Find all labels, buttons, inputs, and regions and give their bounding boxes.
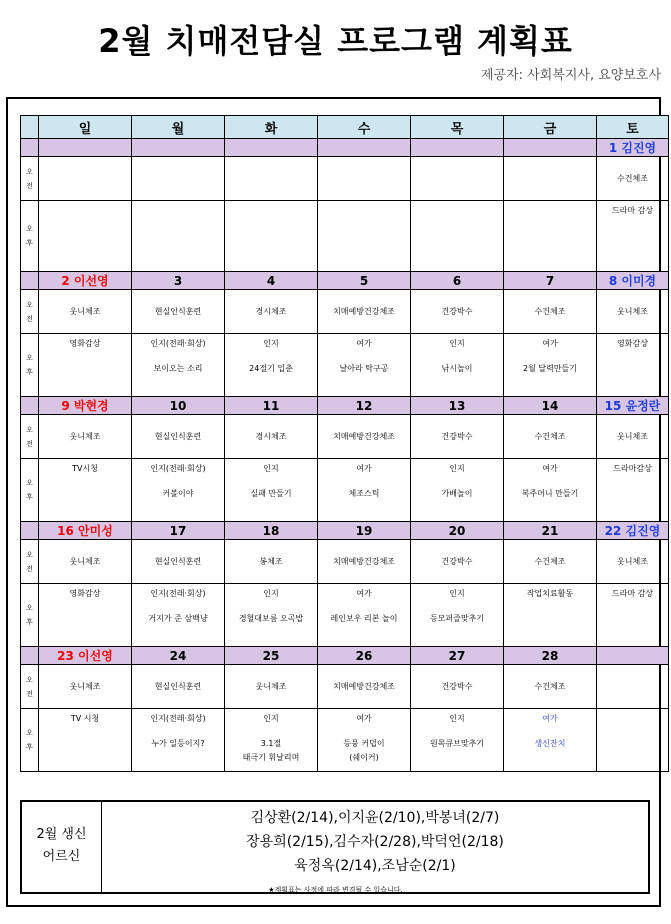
pm-activity (225, 201, 318, 272)
pm-activity (318, 459, 411, 522)
am-label-char: 오 (26, 675, 33, 684)
date-label: 26 (355, 648, 373, 663)
pm-activity-line: 영화감상 (617, 339, 648, 348)
pm-activity-line: 드라마감상 (613, 464, 652, 473)
pm-activity (318, 584, 411, 647)
am-activity: 수건체조 (504, 665, 597, 709)
pm-activity-line: 인지 (263, 589, 279, 598)
pm-activity (597, 709, 669, 772)
page-title: 2월 치매전담실 프로그램 계획표 (98, 22, 573, 60)
am-activity: 웃니체조 (39, 540, 132, 584)
am-label-char: 전 (26, 564, 33, 573)
header-day: 토 (597, 116, 669, 139)
am-activity: 현실인식훈련 (132, 290, 225, 334)
date-cell (318, 139, 411, 157)
pm-activity-line: (쉐이커) (349, 753, 379, 762)
am-activity: 현실인식훈련 (132, 665, 225, 709)
pm-activity (504, 459, 597, 522)
pm-activity-line: 원목큐브맞추기 (429, 739, 485, 748)
pm-activity-line: 체조스틱 (348, 489, 380, 498)
pm-activity-line: 커볼이야 (162, 489, 194, 498)
pm-activity (39, 459, 132, 522)
am-label-char: 전 (26, 181, 33, 190)
pm-activity-line: 인지(전래·회상) (150, 589, 206, 598)
birthday-names (102, 802, 648, 878)
date-row-label (21, 139, 39, 157)
pm-activity (39, 709, 132, 772)
pm-activity (411, 709, 504, 772)
date-label: 23 이선영 (57, 649, 113, 663)
header-day: 금 (504, 116, 597, 139)
pm-activity (504, 334, 597, 397)
date-cell (132, 647, 225, 665)
pm-activity (225, 709, 318, 772)
date-label: 5 (359, 273, 369, 288)
pm-label-char: 오 (26, 479, 33, 487)
date-cell (504, 397, 597, 415)
birthday-box (20, 800, 650, 894)
date-cell (411, 647, 504, 665)
date-label: 22 김진영 (604, 524, 661, 538)
pm-activity (132, 709, 225, 772)
pm-row (21, 459, 669, 522)
am-label (21, 540, 39, 584)
pm-activity (318, 201, 411, 272)
date-cell (504, 647, 597, 665)
date-cell (132, 522, 225, 540)
date-label: 27 (448, 648, 466, 663)
date-label: 14 (541, 398, 559, 413)
am-activity: 수건체조 (504, 290, 597, 334)
pm-activity-line: 누가 일등이지? (151, 739, 205, 748)
pm-label-char: 후 (26, 368, 33, 376)
birthday-label-line: 2월 생신 (36, 827, 87, 842)
am-activity: 건강박수 (411, 540, 504, 584)
schedule-table (20, 115, 669, 772)
date-cell (504, 272, 597, 290)
pm-activity-line: 인지(전래·회상) (150, 714, 206, 723)
date-cell (411, 139, 504, 157)
pm-row (21, 334, 669, 397)
pm-activity (504, 709, 597, 772)
am-label (21, 665, 39, 709)
pm-activity-line: 여가 (356, 714, 372, 723)
am-row (21, 290, 669, 334)
pm-activity (597, 201, 669, 272)
date-label: 20 (448, 523, 466, 538)
pm-activity (132, 584, 225, 647)
header-corner (21, 116, 39, 139)
pm-activity (411, 334, 504, 397)
am-activity: 웃니체조 (39, 290, 132, 334)
pm-activity (132, 459, 225, 522)
date-cell (225, 522, 318, 540)
pm-activity-line: 실패 만들기 (250, 489, 292, 498)
pm-activity-line: 레인보우 리본 놀이 (330, 614, 398, 623)
am-activity: 웃니체조 (597, 540, 669, 584)
pm-activity-line: 인지(전래·회상) (150, 339, 206, 348)
pm-activity-line: 영화감상 (69, 339, 101, 348)
pm-activity-line: 인지 (449, 714, 465, 723)
am-activity: 현실인식훈련 (132, 540, 225, 584)
date-cell (225, 272, 318, 290)
provider-text: 제공자: 사회복지사, 요양보호사 (480, 68, 661, 83)
date-label: 3 (173, 273, 183, 288)
footnote: ★계획표는 사정에 따라 변경될 수 있습니다. (268, 886, 403, 894)
birthday-names-line: 육정옥(2/14),조남순(2/1) (294, 858, 456, 874)
pm-activity (597, 584, 669, 647)
date-label: 11 (262, 398, 280, 413)
date-label: 10 (169, 398, 187, 413)
am-activity: 웃니체조 (39, 415, 132, 459)
am-activity: 치매예방건강체조 (318, 290, 411, 334)
am-activity (39, 157, 132, 201)
pm-activity (597, 459, 669, 522)
date-label: 15 윤정란 (604, 399, 661, 413)
pm-activity (318, 709, 411, 772)
pm-activity (411, 459, 504, 522)
pm-activity-line: 가배놀이 (441, 489, 473, 498)
date-cell (132, 397, 225, 415)
date-cell (39, 522, 132, 540)
date-cell (504, 139, 597, 157)
pm-activity-line: 인지(전래·회상) (150, 464, 206, 473)
date-cell (597, 647, 669, 665)
date-cell (411, 397, 504, 415)
header-day: 목 (411, 116, 504, 139)
am-activity (318, 157, 411, 201)
date-cell (225, 647, 318, 665)
date-label: 8 이미경 (608, 274, 657, 288)
pm-activity-line: 여가 (542, 339, 558, 348)
date-row-label (21, 522, 39, 540)
am-activity: 웃니체조 (39, 665, 132, 709)
birthday-label-line: 어르신 (42, 849, 81, 864)
date-label: 18 (262, 523, 280, 538)
pm-activity-line: 여가 (542, 464, 558, 473)
pm-label-char: 오 (26, 729, 33, 737)
date-label: 16 안미성 (57, 524, 113, 538)
am-row (21, 157, 669, 201)
am-activity: 경시체조 (225, 415, 318, 459)
birthday-names-line: 장용희(2/15),김수자(2/28),박덕언(2/18) (246, 834, 504, 850)
pm-activity (39, 201, 132, 272)
date-cell (39, 647, 132, 665)
pm-activity (39, 584, 132, 647)
am-label (21, 290, 39, 334)
pm-activity (411, 201, 504, 272)
am-activity: 웃니체조 (597, 415, 669, 459)
pm-label-char: 오 (26, 354, 33, 362)
date-cell (597, 139, 669, 157)
pm-label (21, 584, 39, 647)
birthday-label (22, 802, 102, 892)
am-label-char: 오 (26, 550, 33, 559)
pm-label (21, 709, 39, 772)
pm-row (21, 584, 669, 647)
date-label: 19 (355, 523, 373, 538)
pm-activity-line: 2월 달력만들기 (522, 364, 577, 373)
pm-activity (504, 201, 597, 272)
pm-label-char: 오 (26, 604, 33, 612)
header-day: 화 (225, 116, 318, 139)
pm-row (21, 201, 669, 272)
am-activity: 치매예방건강체조 (318, 665, 411, 709)
date-cell (39, 397, 132, 415)
pm-activity-line: 작업치료활동 (526, 589, 574, 598)
date-label: 13 (448, 398, 466, 413)
pm-activity-line: 3.1절 (260, 739, 282, 748)
pm-activity-line: 낚시놀이 (441, 364, 473, 373)
date-cell (411, 522, 504, 540)
pm-activity-line: 여가 (356, 589, 372, 598)
pm-label-char: 후 (26, 239, 33, 247)
am-activity (411, 157, 504, 201)
am-activity: 봉체조 (225, 540, 318, 584)
pm-activity-line: 생신잔치 (534, 739, 566, 748)
pm-activity-line: 복주머니 만들기 (521, 489, 579, 498)
pm-activity-line: 여가 (356, 339, 372, 348)
am-activity: 건강박수 (411, 415, 504, 459)
pm-activity-line: 드라마 감상 (611, 589, 654, 598)
pm-activity (318, 334, 411, 397)
pm-activity (132, 201, 225, 272)
pm-activity (504, 584, 597, 647)
birthday-names-line: 김상환(2/14),이지윤(2/10),박봉녀(2/7) (250, 810, 500, 826)
am-activity: 수건체조 (597, 157, 669, 201)
am-activity: 웃니체조 (597, 290, 669, 334)
am-label-char: 오 (26, 300, 33, 309)
pm-activity-line: 여가 (542, 714, 558, 723)
pm-activity-line: 인지 (263, 464, 279, 473)
am-activity (597, 665, 669, 709)
date-cell (597, 272, 669, 290)
date-cell (597, 397, 669, 415)
pm-activity-line: 등모퍼즐맞추기 (429, 614, 485, 623)
am-row (21, 415, 669, 459)
date-label: 2 이선영 (61, 274, 109, 288)
am-label-char: 오 (26, 425, 33, 434)
date-label: 4 (266, 273, 276, 288)
header-day: 월 (132, 116, 225, 139)
am-activity: 현실인식훈련 (132, 415, 225, 459)
am-label (21, 157, 39, 201)
am-label-char: 전 (26, 689, 33, 698)
pm-activity-line: 태극기 휘날리며 (242, 753, 300, 762)
date-row (21, 647, 669, 665)
am-activity (132, 157, 225, 201)
weekday-header (21, 116, 669, 139)
date-cell (318, 272, 411, 290)
am-activity: 경시체조 (225, 290, 318, 334)
pm-activity (225, 584, 318, 647)
date-row-label (21, 272, 39, 290)
date-cell (39, 272, 132, 290)
pm-activity-line: 날아라 탁구공 (339, 364, 389, 373)
header-day: 일 (39, 116, 132, 139)
am-label-char: 전 (26, 439, 33, 448)
date-label: 6 (452, 273, 462, 288)
pm-row (21, 709, 669, 772)
pm-activity-line: 등뭉 커덥이 (343, 739, 385, 748)
am-activity: 웃니체조 (225, 665, 318, 709)
am-activity (504, 157, 597, 201)
date-cell (225, 139, 318, 157)
pm-label-char: 후 (26, 493, 33, 501)
pm-activity-line: TV 시청 (70, 714, 100, 723)
am-activity: 수건체조 (504, 540, 597, 584)
date-label: 1 김진영 (608, 141, 657, 155)
pm-label (21, 459, 39, 522)
pm-activity (132, 334, 225, 397)
pm-activity (225, 459, 318, 522)
pm-activity (225, 334, 318, 397)
pm-label-char: 후 (26, 618, 33, 626)
date-cell (39, 139, 132, 157)
date-cell (132, 139, 225, 157)
date-cell (411, 272, 504, 290)
date-row (21, 139, 669, 157)
am-label-char: 오 (26, 167, 33, 176)
am-activity: 건강박수 (411, 290, 504, 334)
am-label (21, 415, 39, 459)
date-cell (318, 397, 411, 415)
am-row (21, 540, 669, 584)
pm-activity-line: 경혈대보름 오곡밥 (238, 614, 304, 623)
pm-activity (411, 584, 504, 647)
am-activity (225, 157, 318, 201)
pm-activity (39, 334, 132, 397)
pm-activity-line: 여가 (356, 464, 372, 473)
pm-label (21, 201, 39, 272)
pm-label (21, 334, 39, 397)
am-activity: 건강박수 (411, 665, 504, 709)
pm-activity-line: 보이오는 소리 (153, 364, 203, 373)
pm-activity-line: 24절기 입춘 (249, 364, 293, 373)
am-activity: 치매예방건강체조 (318, 540, 411, 584)
date-label: 25 (262, 648, 280, 663)
pm-activity-line: 드라마 감상 (611, 206, 654, 215)
pm-activity-line: 인지 (263, 714, 279, 723)
date-cell (504, 522, 597, 540)
pm-activity (597, 334, 669, 397)
date-label: 28 (541, 648, 559, 663)
am-activity: 치매예방건강체조 (318, 415, 411, 459)
pm-activity-line: TV시청 (72, 464, 98, 473)
date-label: 21 (541, 523, 559, 538)
date-row (21, 397, 669, 415)
pm-activity-line: 인지 (449, 339, 465, 348)
header-day: 수 (318, 116, 411, 139)
date-cell (318, 522, 411, 540)
pm-activity-line: 영화감상 (69, 589, 101, 598)
am-row (21, 665, 669, 709)
date-label: 17 (169, 523, 187, 538)
date-label: 9 박현경 (61, 399, 109, 413)
date-row-label (21, 647, 39, 665)
am-activity: 수건체조 (504, 415, 597, 459)
date-cell (597, 522, 669, 540)
date-label: 12 (355, 398, 373, 413)
date-label: 7 (545, 273, 555, 288)
pm-label-char: 후 (26, 743, 33, 751)
date-row-label (21, 397, 39, 415)
am-label-char: 전 (26, 314, 33, 323)
pm-label-char: 오 (26, 225, 33, 233)
date-cell (318, 647, 411, 665)
pm-activity-line: 거지가 준 삼백냥 (148, 614, 208, 623)
pm-activity-line: 인지 (449, 464, 465, 473)
pm-activity-line: 인지 (449, 589, 465, 598)
date-cell (132, 272, 225, 290)
date-label: 24 (169, 648, 187, 663)
date-row (21, 272, 669, 290)
date-row (21, 522, 669, 540)
date-cell (225, 397, 318, 415)
pm-activity-line: 인지 (263, 339, 279, 348)
